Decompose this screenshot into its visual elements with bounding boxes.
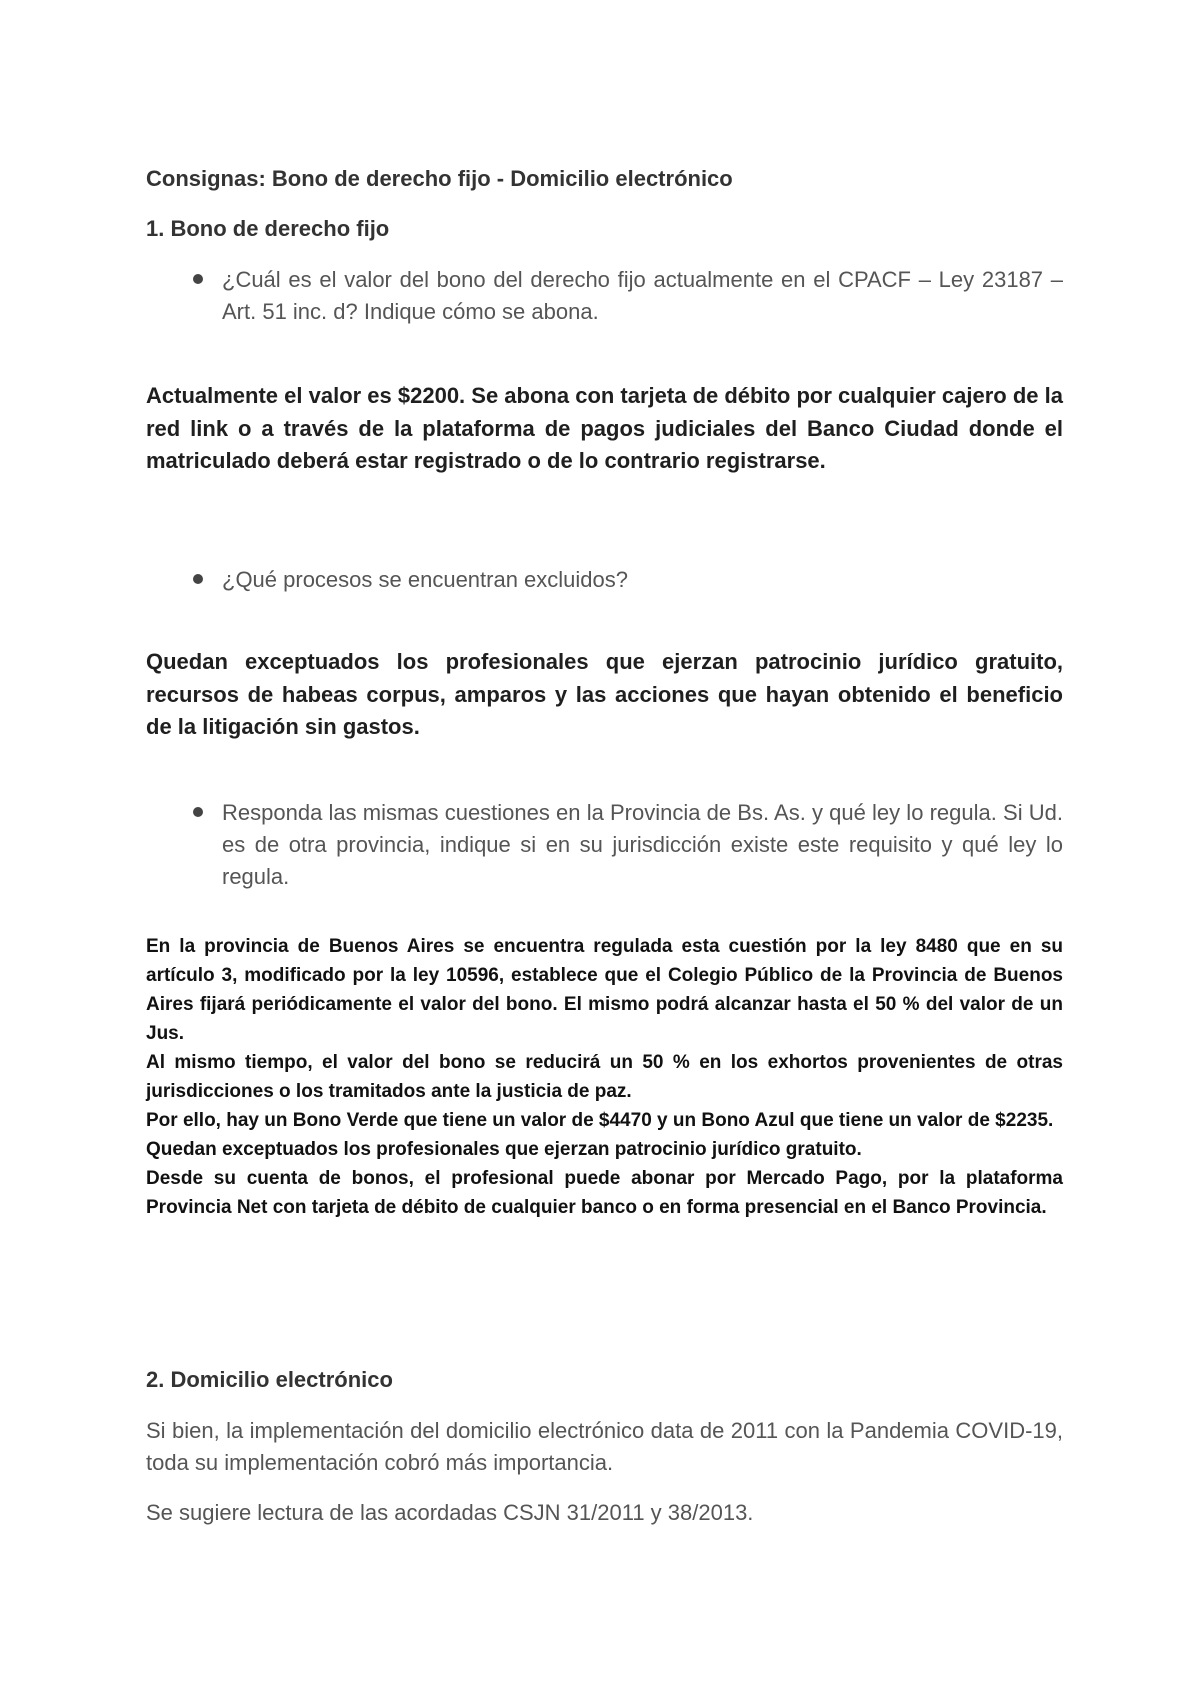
answer-3-paragraph: Al mismo tiempo, el valor del bono se reducirá un 50 % en los exhortos provenientes de otras jurisdicciones o los tramitados ante la justicia de paz. bbox=[146, 1052, 1063, 1102]
answer-3-paragraph: Quedan exceptuados los profesionales que ejerzan patrocinio jurídico gratuito. bbox=[146, 1139, 862, 1160]
section-2-paragraph-2: Se sugiere lectura de las acordadas CSJN 31/2011 y 38/2013. bbox=[146, 1500, 754, 1525]
question-1-bullet bbox=[222, 264, 1063, 328]
answer-3 bbox=[146, 932, 1063, 1222]
question-3-bullet bbox=[222, 797, 1063, 893]
answer-3-paragraph: Por ello, hay un Bono Verde que tiene un valor de $4470 y un Bono Azul que tiene un valor de $2235. bbox=[146, 1110, 1054, 1131]
question-2-text: ¿Qué procesos se encuentran excluidos? bbox=[222, 567, 629, 592]
section-2-paragraph-1: Si bien, la implementación del domicilio electrónico data de 2011 con la Pandemia COVID-19, toda su implementación cobró más importancia. bbox=[146, 1418, 1063, 1475]
answer-3-paragraph: En la provincia de Buenos Aires se encuentra regulada esta cuestión por la ley 8480 que en su artículo 3, modificado por la ley 10596, establece que el Colegio Público de la Provincia de Buenos Aires fijará periódicamente el valor del bono. El mismo podrá alcanzar hasta el 50 % del valor de un Jus. bbox=[146, 936, 1063, 1044]
question-1-text: ¿Cuál es el valor del bono del derecho fijo actualmente en el CPACF – Ley 23187 – Art. 51 inc. d? Indique cómo se abona. bbox=[222, 267, 1063, 324]
answer-2: Quedan exceptuados los profesionales que ejerzan patrocinio jurídico gratuito, recursos de habeas corpus, amparos y las acciones que hayan obtenido el beneficio de la litigación sin gastos. bbox=[146, 649, 1063, 739]
document-title: Consignas: Bono de derecho fijo - Domicilio electrónico bbox=[146, 166, 733, 191]
question-2-bullet bbox=[222, 564, 1063, 596]
answer-3-paragraph: Desde su cuenta de bonos, el profesional puede abonar por Mercado Pago, por la plataforma Provincia Net con tarjeta de débito de cualquier banco o en forma presencial en el Banco Provincia. bbox=[146, 1168, 1063, 1218]
section-2-heading: 2. Domicilio electrónico bbox=[146, 1367, 393, 1392]
answer-1: Actualmente el valor es $2200. Se abona con tarjeta de débito por cualquier cajero de la red link o a través de la plataforma de pagos judiciales del Banco Ciudad donde el matriculado deberá estar registrado o de lo contrario registrarse. bbox=[146, 383, 1063, 473]
section-1-heading: 1. Bono de derecho fijo bbox=[146, 216, 390, 241]
bullet-dot-icon bbox=[193, 807, 203, 817]
bullet-dot-icon bbox=[193, 574, 203, 584]
question-3-text: Responda las mismas cuestiones en la Provincia de Bs. As. y qué ley lo regula. Si Ud. es de otra provincia, indique si en su jurisdicción existe este requisito y qué ley lo regula. bbox=[222, 800, 1063, 889]
bullet-dot-icon bbox=[193, 274, 203, 284]
